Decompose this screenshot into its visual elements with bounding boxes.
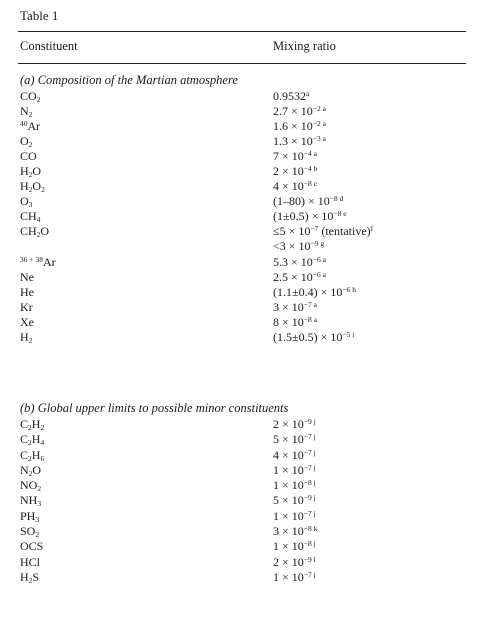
mixing-ratio-value: $3 \times 10^{-8 k}$ — [273, 524, 318, 539]
table-row — [0, 224, 501, 239]
mixing-ratio-value: $1.3 \times 10^{-3 a}$ — [273, 134, 326, 149]
constituent-name: $NO_2$ — [20, 478, 42, 494]
constituent-name: $H_2S$ — [20, 569, 40, 585]
table-row — [0, 179, 501, 194]
header-constituent: Constituent — [20, 39, 78, 53]
mixing-ratio-value: $5 \times 10^{-7 j}$ — [273, 432, 316, 447]
constituent-name: $CH_4$ — [20, 209, 41, 225]
mixing-ratio-value: $(1-80) \times 10^{-8 d}$ — [273, 194, 344, 209]
constituent-name: $^{36 + 38}$Ar — [20, 254, 56, 269]
constituent-name: He — [20, 284, 34, 299]
constituent-name: $C_2H_6$ — [20, 447, 45, 463]
mixing-ratio-value: $3 \times 10^{-7 a}$ — [273, 299, 317, 314]
constituent-name: $H_2$ — [20, 329, 33, 345]
constituent-name: $C_2H_4$ — [20, 432, 45, 448]
mixing-ratio-value: $1.6 \times 10^{-2 a}$ — [273, 119, 326, 134]
constituent-name: $O_2$ — [20, 134, 33, 150]
table-row — [0, 417, 501, 432]
table-row — [0, 570, 501, 585]
table-row — [0, 478, 501, 493]
mixing-ratio-value: $5.3 \times 10^{-6 a}$ — [273, 254, 326, 269]
mixing-ratio-value: 0.9532$^a$ — [273, 89, 310, 103]
table-row — [0, 89, 501, 104]
table-row — [0, 315, 501, 330]
constituent-name: $^{40}$Ar — [20, 119, 41, 134]
table-row — [0, 330, 501, 345]
constituent-name: $N_2O$ — [20, 462, 42, 478]
mixing-ratio-value: $2 \times 10^{-9 l}$ — [273, 554, 316, 569]
header-mixing-ratio: Mixing ratio — [273, 39, 336, 53]
constituent-name: $N_2$ — [20, 104, 33, 120]
mixing-ratio-value: $1 \times 10^{-7 j}$ — [273, 462, 316, 477]
table-row — [0, 104, 501, 119]
mixing-ratio-value: $1 \times 10^{-7 j}$ — [273, 508, 316, 523]
constituent-name: $C_2H_2$ — [20, 417, 45, 432]
mixing-ratio-value: $2.5 \times 10^{-6 a}$ — [273, 269, 326, 284]
mixing-ratio-value: $<3 \times 10^{-9 g}$ — [273, 239, 325, 254]
constituent-name: $H_2O_2$ — [20, 179, 45, 195]
mixing-ratio-value: $1 \times 10^{-8 j}$ — [273, 478, 316, 493]
constituent-name: Xe — [20, 314, 34, 329]
mixing-ratio-value: $\le 5 \times 10^{-7}$ (tentative)$^f$ — [273, 224, 374, 239]
table-row — [0, 209, 501, 224]
mixing-ratio-value: $4 \times 10^{-7 j}$ — [273, 447, 316, 462]
table-title: Table 1 — [20, 8, 59, 23]
constituent-name: HCl — [20, 554, 41, 569]
table-row — [0, 300, 501, 315]
mixing-ratio-value: $(1.1\pm 0.4) \times 10^{-6 h}$ — [273, 284, 356, 299]
table-row — [0, 539, 501, 554]
constituent-name: Ne — [20, 269, 34, 284]
table-row — [0, 119, 501, 134]
table-row — [0, 134, 501, 149]
constituent-name: $O_3$ — [20, 194, 33, 210]
table-row — [0, 239, 501, 254]
section-b-rows — [0, 417, 501, 585]
table-row — [0, 524, 501, 539]
constituent-name: $CO_2$ — [20, 89, 41, 104]
constituent-name: $CH_2O$ — [20, 224, 50, 240]
constituent-name: Kr — [20, 299, 33, 314]
mixing-ratio-value: $(1\pm 0.5) \times 10^{-8 e}$ — [273, 209, 347, 224]
mixing-ratio-value: $1 \times 10^{-7 j}$ — [273, 569, 316, 584]
constituent-name: $SO_2$ — [20, 524, 40, 540]
section-a-title: (a) Composition of the Martian atmosphere — [20, 73, 238, 87]
table-row — [0, 255, 501, 270]
header-rule — [18, 63, 466, 64]
table-header — [0, 39, 501, 57]
table-row — [0, 270, 501, 285]
mixing-ratio-value: $2 \times 10^{-9 j}$ — [273, 417, 316, 431]
table-row — [0, 164, 501, 179]
table-row — [0, 149, 501, 164]
table-row — [0, 194, 501, 209]
mixing-ratio-value: $7 \times 10^{-4 a}$ — [273, 149, 317, 164]
section-b-title: (b) Global upper limits to possible minor constituents — [20, 401, 289, 415]
constituent-name: $NH_3$ — [20, 493, 42, 509]
constituent-name: CO — [20, 149, 37, 164]
table-row — [0, 285, 501, 300]
mixing-ratio-value: $5 \times 10^{-9 j}$ — [273, 493, 316, 508]
table-row — [0, 448, 501, 463]
mixing-ratio-value: $1 \times 10^{-8 j}$ — [273, 539, 316, 554]
constituent-name: $PH_3$ — [20, 508, 40, 524]
mixing-ratio-value: $4 \times 10^{-8 c}$ — [273, 179, 317, 194]
mixing-ratio-value: $(1.5\pm 0.5) \times 10^{-5 i}$ — [273, 329, 355, 344]
table-row — [0, 555, 501, 570]
top-rule — [18, 31, 466, 32]
constituent-name: $H_2O$ — [20, 164, 42, 180]
section-a-rows — [0, 89, 501, 345]
mixing-ratio-value: $8 \times 10^{-8 a}$ — [273, 314, 317, 329]
table-row — [0, 463, 501, 478]
constituent-name: OCS — [20, 539, 44, 554]
mixing-ratio-value: $2 \times 10^{-4 b}$ — [273, 164, 318, 179]
table-row — [0, 493, 501, 508]
mixing-ratio-value: $2.7 \times 10^{-2 a}$ — [273, 104, 326, 119]
table-row — [0, 509, 501, 524]
table-row — [0, 432, 501, 447]
